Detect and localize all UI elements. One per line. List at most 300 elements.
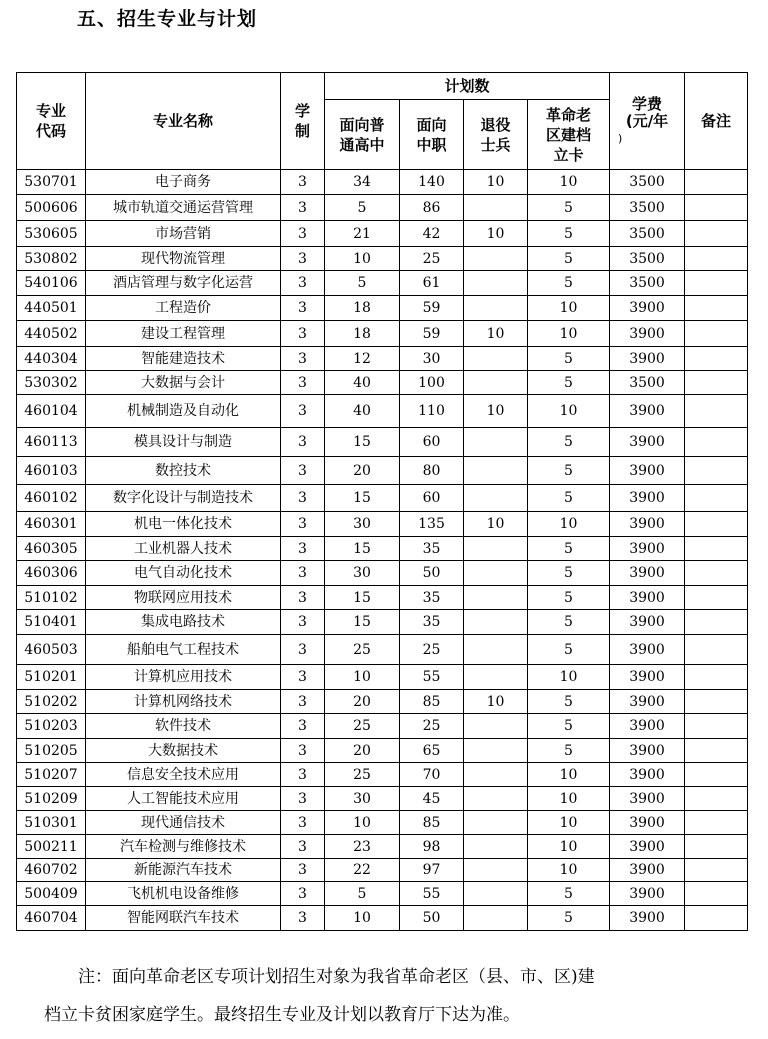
cell-vocational: 60 bbox=[400, 428, 464, 457]
cell-general: 25 bbox=[325, 635, 400, 665]
cell-general: 23 bbox=[325, 835, 400, 859]
cell-veterans: 10 bbox=[464, 321, 528, 347]
cell-years: 3 bbox=[281, 906, 325, 931]
cell-tuition: 3900 bbox=[610, 537, 685, 561]
cell-tuition: 3500 bbox=[610, 247, 685, 271]
cell-remarks bbox=[685, 428, 748, 457]
cell-years: 3 bbox=[281, 714, 325, 739]
cell-remarks bbox=[685, 457, 748, 485]
cell-vocational: 86 bbox=[400, 195, 464, 221]
cell-remarks bbox=[685, 512, 748, 537]
cell-veterans bbox=[464, 271, 528, 296]
cell-general: 5 bbox=[325, 882, 400, 906]
cell-name: 智能建造技术 bbox=[86, 347, 281, 371]
cell-revolution: 10 bbox=[528, 512, 610, 537]
cell-code: 510205 bbox=[17, 739, 86, 763]
cell-remarks bbox=[685, 371, 748, 395]
cell-tuition: 3900 bbox=[610, 457, 685, 485]
cell-name: 模具设计与制造 bbox=[86, 428, 281, 457]
cell-vocational: 50 bbox=[400, 906, 464, 931]
cell-revolution: 10 bbox=[528, 395, 610, 428]
cell-years: 3 bbox=[281, 371, 325, 395]
table-row bbox=[17, 457, 748, 485]
footnote bbox=[44, 958, 762, 1034]
cell-name: 人工智能技术应用 bbox=[86, 787, 281, 811]
table-row bbox=[17, 859, 748, 882]
cell-name: 机电一体化技术 bbox=[86, 512, 281, 537]
header-duration: 学 制 bbox=[281, 73, 325, 170]
cell-years: 3 bbox=[281, 610, 325, 635]
cell-code: 460704 bbox=[17, 906, 86, 931]
table-row bbox=[17, 739, 748, 763]
cell-code: 530802 bbox=[17, 247, 86, 271]
table-row bbox=[17, 247, 748, 271]
cell-tuition: 3900 bbox=[610, 835, 685, 859]
cell-revolution: 5 bbox=[528, 561, 610, 586]
table-row bbox=[17, 537, 748, 561]
cell-general: 10 bbox=[325, 906, 400, 931]
cell-years: 3 bbox=[281, 537, 325, 561]
cell-years: 3 bbox=[281, 247, 325, 271]
cell-veterans bbox=[464, 247, 528, 271]
cell-vocational: 100 bbox=[400, 371, 464, 395]
cell-name: 现代通信技术 bbox=[86, 811, 281, 835]
cell-general: 18 bbox=[325, 296, 400, 321]
cell-remarks bbox=[685, 859, 748, 882]
cell-years: 3 bbox=[281, 690, 325, 714]
cell-veterans bbox=[464, 610, 528, 635]
cell-veterans bbox=[464, 811, 528, 835]
cell-veterans bbox=[464, 457, 528, 485]
table-row bbox=[17, 665, 748, 690]
cell-vocational: 25 bbox=[400, 247, 464, 271]
cell-code: 510401 bbox=[17, 610, 86, 635]
cell-years: 3 bbox=[281, 428, 325, 457]
cell-code: 510201 bbox=[17, 665, 86, 690]
cell-revolution: 5 bbox=[528, 906, 610, 931]
cell-revolution: 5 bbox=[528, 586, 610, 610]
cell-vocational: 35 bbox=[400, 610, 464, 635]
header-row-top bbox=[17, 73, 748, 100]
cell-veterans bbox=[464, 882, 528, 906]
cell-years: 3 bbox=[281, 296, 325, 321]
cell-code: 460301 bbox=[17, 512, 86, 537]
cell-code: 510102 bbox=[17, 586, 86, 610]
cell-general: 5 bbox=[325, 195, 400, 221]
cell-vocational: 98 bbox=[400, 835, 464, 859]
cell-code: 460102 bbox=[17, 485, 86, 512]
cell-veterans bbox=[464, 347, 528, 371]
cell-tuition: 3900 bbox=[610, 395, 685, 428]
table-row bbox=[17, 347, 748, 371]
cell-years: 3 bbox=[281, 763, 325, 787]
cell-years: 3 bbox=[281, 512, 325, 537]
cell-name: 信息安全技术应用 bbox=[86, 763, 281, 787]
cell-vocational: 70 bbox=[400, 763, 464, 787]
cell-revolution: 5 bbox=[528, 714, 610, 739]
cell-years: 3 bbox=[281, 271, 325, 296]
cell-revolution: 10 bbox=[528, 811, 610, 835]
cell-general: 10 bbox=[325, 811, 400, 835]
cell-vocational: 45 bbox=[400, 787, 464, 811]
cell-revolution: 5 bbox=[528, 428, 610, 457]
cell-remarks bbox=[685, 247, 748, 271]
cell-remarks bbox=[685, 690, 748, 714]
table-row bbox=[17, 690, 748, 714]
cell-remarks bbox=[685, 835, 748, 859]
cell-veterans: 10 bbox=[464, 690, 528, 714]
cell-tuition: 3900 bbox=[610, 906, 685, 931]
cell-years: 3 bbox=[281, 395, 325, 428]
cell-veterans bbox=[464, 485, 528, 512]
cell-tuition: 3500 bbox=[610, 371, 685, 395]
cell-veterans: 10 bbox=[464, 395, 528, 428]
cell-name: 物联网应用技术 bbox=[86, 586, 281, 610]
cell-name: 汽车检测与维修技术 bbox=[86, 835, 281, 859]
cell-remarks bbox=[685, 561, 748, 586]
table-row bbox=[17, 714, 748, 739]
cell-code: 460305 bbox=[17, 537, 86, 561]
cell-vocational: 50 bbox=[400, 561, 464, 586]
table-row bbox=[17, 811, 748, 835]
cell-name: 建设工程管理 bbox=[86, 321, 281, 347]
cell-code: 440304 bbox=[17, 347, 86, 371]
cell-years: 3 bbox=[281, 835, 325, 859]
cell-remarks bbox=[685, 763, 748, 787]
cell-tuition: 3500 bbox=[610, 195, 685, 221]
cell-vocational: 30 bbox=[400, 347, 464, 371]
cell-revolution: 5 bbox=[528, 537, 610, 561]
cell-revolution: 5 bbox=[528, 347, 610, 371]
cell-name: 智能网联汽车技术 bbox=[86, 906, 281, 931]
table-body bbox=[17, 170, 748, 931]
cell-general: 15 bbox=[325, 586, 400, 610]
cell-code: 530701 bbox=[17, 170, 86, 195]
cell-veterans bbox=[464, 195, 528, 221]
cell-code: 460702 bbox=[17, 859, 86, 882]
cell-tuition: 3500 bbox=[610, 271, 685, 296]
cell-remarks bbox=[685, 610, 748, 635]
table-row bbox=[17, 561, 748, 586]
table-row bbox=[17, 195, 748, 221]
section-title: 五、招生专业与计划 bbox=[77, 8, 258, 30]
cell-general: 18 bbox=[325, 321, 400, 347]
cell-vocational: 42 bbox=[400, 221, 464, 247]
cell-vocational: 135 bbox=[400, 512, 464, 537]
header-plan-count: 计划数 bbox=[325, 73, 610, 100]
cell-code: 460104 bbox=[17, 395, 86, 428]
table-row bbox=[17, 610, 748, 635]
table-row bbox=[17, 512, 748, 537]
cell-tuition: 3900 bbox=[610, 882, 685, 906]
table-row bbox=[17, 221, 748, 247]
table-row bbox=[17, 485, 748, 512]
cell-code: 510209 bbox=[17, 787, 86, 811]
cell-code: 510202 bbox=[17, 690, 86, 714]
cell-remarks bbox=[685, 665, 748, 690]
cell-remarks bbox=[685, 271, 748, 296]
cell-tuition: 3900 bbox=[610, 787, 685, 811]
cell-vocational: 140 bbox=[400, 170, 464, 195]
cell-tuition: 3900 bbox=[610, 296, 685, 321]
cell-revolution: 10 bbox=[528, 835, 610, 859]
cell-name: 新能源汽车技术 bbox=[86, 859, 281, 882]
cell-code: 510301 bbox=[17, 811, 86, 835]
cell-name: 数字化设计与制造技术 bbox=[86, 485, 281, 512]
cell-tuition: 3500 bbox=[610, 170, 685, 195]
cell-name: 大数据技术 bbox=[86, 739, 281, 763]
table-row bbox=[17, 296, 748, 321]
cell-years: 3 bbox=[281, 221, 325, 247]
cell-name: 计算机网络技术 bbox=[86, 690, 281, 714]
cell-years: 3 bbox=[281, 739, 325, 763]
cell-remarks bbox=[685, 321, 748, 347]
cell-veterans bbox=[464, 859, 528, 882]
cell-remarks bbox=[685, 296, 748, 321]
cell-veterans bbox=[464, 635, 528, 665]
cell-veterans bbox=[464, 714, 528, 739]
cell-code: 460306 bbox=[17, 561, 86, 586]
footnote-line-1: 注：面向革命老区专项计划招生对象为我省革命老区（县、市、区)建 bbox=[78, 967, 595, 987]
cell-tuition: 3900 bbox=[610, 665, 685, 690]
table-row bbox=[17, 321, 748, 347]
cell-veterans: 10 bbox=[464, 512, 528, 537]
cell-years: 3 bbox=[281, 195, 325, 221]
cell-veterans bbox=[464, 561, 528, 586]
table-row bbox=[17, 271, 748, 296]
cell-general: 10 bbox=[325, 665, 400, 690]
cell-remarks bbox=[685, 811, 748, 835]
cell-years: 3 bbox=[281, 635, 325, 665]
cell-vocational: 59 bbox=[400, 321, 464, 347]
cell-years: 3 bbox=[281, 586, 325, 610]
header-veterans: 退役 士兵 bbox=[464, 100, 528, 170]
cell-vocational: 25 bbox=[400, 714, 464, 739]
cell-name: 集成电路技术 bbox=[86, 610, 281, 635]
cell-tuition: 3900 bbox=[610, 690, 685, 714]
cell-code: 440501 bbox=[17, 296, 86, 321]
cell-years: 3 bbox=[281, 665, 325, 690]
cell-vocational: 110 bbox=[400, 395, 464, 428]
header-tuition: 学费 (元/年 ) bbox=[610, 73, 685, 170]
cell-general: 21 bbox=[325, 221, 400, 247]
table-row bbox=[17, 635, 748, 665]
cell-general: 30 bbox=[325, 787, 400, 811]
cell-general: 10 bbox=[325, 247, 400, 271]
cell-remarks bbox=[685, 739, 748, 763]
cell-code: 530605 bbox=[17, 221, 86, 247]
cell-name: 机械制造及自动化 bbox=[86, 395, 281, 428]
cell-veterans bbox=[464, 428, 528, 457]
enrollment-plan-table bbox=[16, 72, 748, 931]
table-row bbox=[17, 835, 748, 859]
cell-code: 460503 bbox=[17, 635, 86, 665]
cell-years: 3 bbox=[281, 787, 325, 811]
cell-name: 酒店管理与数字化运营 bbox=[86, 271, 281, 296]
cell-general: 34 bbox=[325, 170, 400, 195]
table-row bbox=[17, 763, 748, 787]
cell-veterans: 10 bbox=[464, 221, 528, 247]
cell-tuition: 3500 bbox=[610, 221, 685, 247]
cell-name: 软件技术 bbox=[86, 714, 281, 739]
cell-tuition: 3900 bbox=[610, 610, 685, 635]
cell-general: 15 bbox=[325, 428, 400, 457]
cell-veterans: 10 bbox=[464, 170, 528, 195]
cell-revolution: 10 bbox=[528, 321, 610, 347]
cell-remarks bbox=[685, 787, 748, 811]
cell-tuition: 3900 bbox=[610, 859, 685, 882]
cell-tuition: 3900 bbox=[610, 561, 685, 586]
cell-veterans bbox=[464, 371, 528, 395]
cell-years: 3 bbox=[281, 347, 325, 371]
cell-general: 5 bbox=[325, 271, 400, 296]
header-revolution-area: 革命老 区建档 立卡 bbox=[528, 100, 610, 170]
cell-general: 40 bbox=[325, 395, 400, 428]
header-name: 专业名称 bbox=[86, 73, 281, 170]
table-row bbox=[17, 906, 748, 931]
cell-revolution: 5 bbox=[528, 221, 610, 247]
cell-code: 540106 bbox=[17, 271, 86, 296]
header-code: 专业 代码 bbox=[17, 73, 86, 170]
cell-revolution: 10 bbox=[528, 763, 610, 787]
cell-remarks bbox=[685, 221, 748, 247]
cell-name: 电子商务 bbox=[86, 170, 281, 195]
cell-code: 500409 bbox=[17, 882, 86, 906]
cell-revolution: 5 bbox=[528, 247, 610, 271]
cell-tuition: 3900 bbox=[610, 512, 685, 537]
cell-vocational: 55 bbox=[400, 665, 464, 690]
cell-general: 20 bbox=[325, 690, 400, 714]
cell-name: 工业机器人技术 bbox=[86, 537, 281, 561]
cell-vocational: 35 bbox=[400, 537, 464, 561]
cell-veterans bbox=[464, 787, 528, 811]
cell-tuition: 3900 bbox=[610, 635, 685, 665]
cell-tuition: 3900 bbox=[610, 763, 685, 787]
cell-revolution: 5 bbox=[528, 485, 610, 512]
cell-name: 大数据与会计 bbox=[86, 371, 281, 395]
cell-revolution: 10 bbox=[528, 859, 610, 882]
cell-general: 40 bbox=[325, 371, 400, 395]
cell-vocational: 85 bbox=[400, 690, 464, 714]
cell-revolution: 5 bbox=[528, 457, 610, 485]
cell-revolution: 5 bbox=[528, 739, 610, 763]
cell-tuition: 3900 bbox=[610, 811, 685, 835]
cell-code: 460103 bbox=[17, 457, 86, 485]
header-remarks: 备注 bbox=[685, 73, 748, 170]
table-row bbox=[17, 787, 748, 811]
cell-vocational: 55 bbox=[400, 882, 464, 906]
cell-general: 15 bbox=[325, 485, 400, 512]
cell-general: 12 bbox=[325, 347, 400, 371]
cell-general: 15 bbox=[325, 537, 400, 561]
cell-remarks bbox=[685, 586, 748, 610]
cell-general: 22 bbox=[325, 859, 400, 882]
cell-veterans bbox=[464, 763, 528, 787]
cell-vocational: 60 bbox=[400, 485, 464, 512]
cell-years: 3 bbox=[281, 485, 325, 512]
table-row bbox=[17, 395, 748, 428]
cell-remarks bbox=[685, 485, 748, 512]
cell-veterans bbox=[464, 296, 528, 321]
table-row bbox=[17, 428, 748, 457]
cell-revolution: 10 bbox=[528, 665, 610, 690]
cell-code: 500211 bbox=[17, 835, 86, 859]
cell-remarks bbox=[685, 347, 748, 371]
cell-revolution: 5 bbox=[528, 195, 610, 221]
cell-years: 3 bbox=[281, 170, 325, 195]
table-row bbox=[17, 882, 748, 906]
cell-revolution: 5 bbox=[528, 635, 610, 665]
cell-general: 20 bbox=[325, 457, 400, 485]
cell-remarks bbox=[685, 906, 748, 931]
cell-veterans bbox=[464, 906, 528, 931]
cell-remarks bbox=[685, 714, 748, 739]
cell-veterans bbox=[464, 537, 528, 561]
cell-remarks bbox=[685, 195, 748, 221]
cell-vocational: 25 bbox=[400, 635, 464, 665]
cell-veterans bbox=[464, 665, 528, 690]
cell-veterans bbox=[464, 586, 528, 610]
cell-vocational: 61 bbox=[400, 271, 464, 296]
cell-name: 计算机应用技术 bbox=[86, 665, 281, 690]
cell-remarks bbox=[685, 882, 748, 906]
cell-tuition: 3900 bbox=[610, 347, 685, 371]
cell-veterans bbox=[464, 739, 528, 763]
cell-name: 数控技术 bbox=[86, 457, 281, 485]
cell-general: 30 bbox=[325, 512, 400, 537]
cell-general: 25 bbox=[325, 763, 400, 787]
cell-code: 460113 bbox=[17, 428, 86, 457]
cell-years: 3 bbox=[281, 882, 325, 906]
cell-tuition: 3900 bbox=[610, 586, 685, 610]
cell-name: 市场营销 bbox=[86, 221, 281, 247]
cell-remarks bbox=[685, 635, 748, 665]
cell-code: 530302 bbox=[17, 371, 86, 395]
header-general-high-school: 面向普 通高中 bbox=[325, 100, 400, 170]
cell-remarks bbox=[685, 395, 748, 428]
cell-revolution: 5 bbox=[528, 882, 610, 906]
cell-tuition: 3900 bbox=[610, 714, 685, 739]
cell-tuition: 3900 bbox=[610, 485, 685, 512]
cell-years: 3 bbox=[281, 561, 325, 586]
cell-years: 3 bbox=[281, 811, 325, 835]
cell-revolution: 5 bbox=[528, 271, 610, 296]
cell-name: 现代物流管理 bbox=[86, 247, 281, 271]
cell-name: 电气自动化技术 bbox=[86, 561, 281, 586]
cell-name: 船舶电气工程技术 bbox=[86, 635, 281, 665]
cell-remarks bbox=[685, 170, 748, 195]
cell-vocational: 65 bbox=[400, 739, 464, 763]
cell-tuition: 3900 bbox=[610, 428, 685, 457]
cell-revolution: 10 bbox=[528, 296, 610, 321]
cell-vocational: 35 bbox=[400, 586, 464, 610]
cell-tuition: 3900 bbox=[610, 739, 685, 763]
cell-tuition: 3900 bbox=[610, 321, 685, 347]
cell-vocational: 85 bbox=[400, 811, 464, 835]
table-row bbox=[17, 371, 748, 395]
cell-general: 25 bbox=[325, 714, 400, 739]
footnote-line-2: 档立卡贫困家庭学生。最终招生专业及计划以教育厅下达为准。 bbox=[44, 1005, 520, 1025]
cell-name: 飞机机电设备维修 bbox=[86, 882, 281, 906]
cell-revolution: 5 bbox=[528, 610, 610, 635]
header-vocational: 面向 中职 bbox=[400, 100, 464, 170]
cell-code: 440502 bbox=[17, 321, 86, 347]
cell-revolution: 10 bbox=[528, 787, 610, 811]
cell-vocational: 97 bbox=[400, 859, 464, 882]
table-row bbox=[17, 170, 748, 195]
cell-revolution: 5 bbox=[528, 690, 610, 714]
cell-vocational: 59 bbox=[400, 296, 464, 321]
